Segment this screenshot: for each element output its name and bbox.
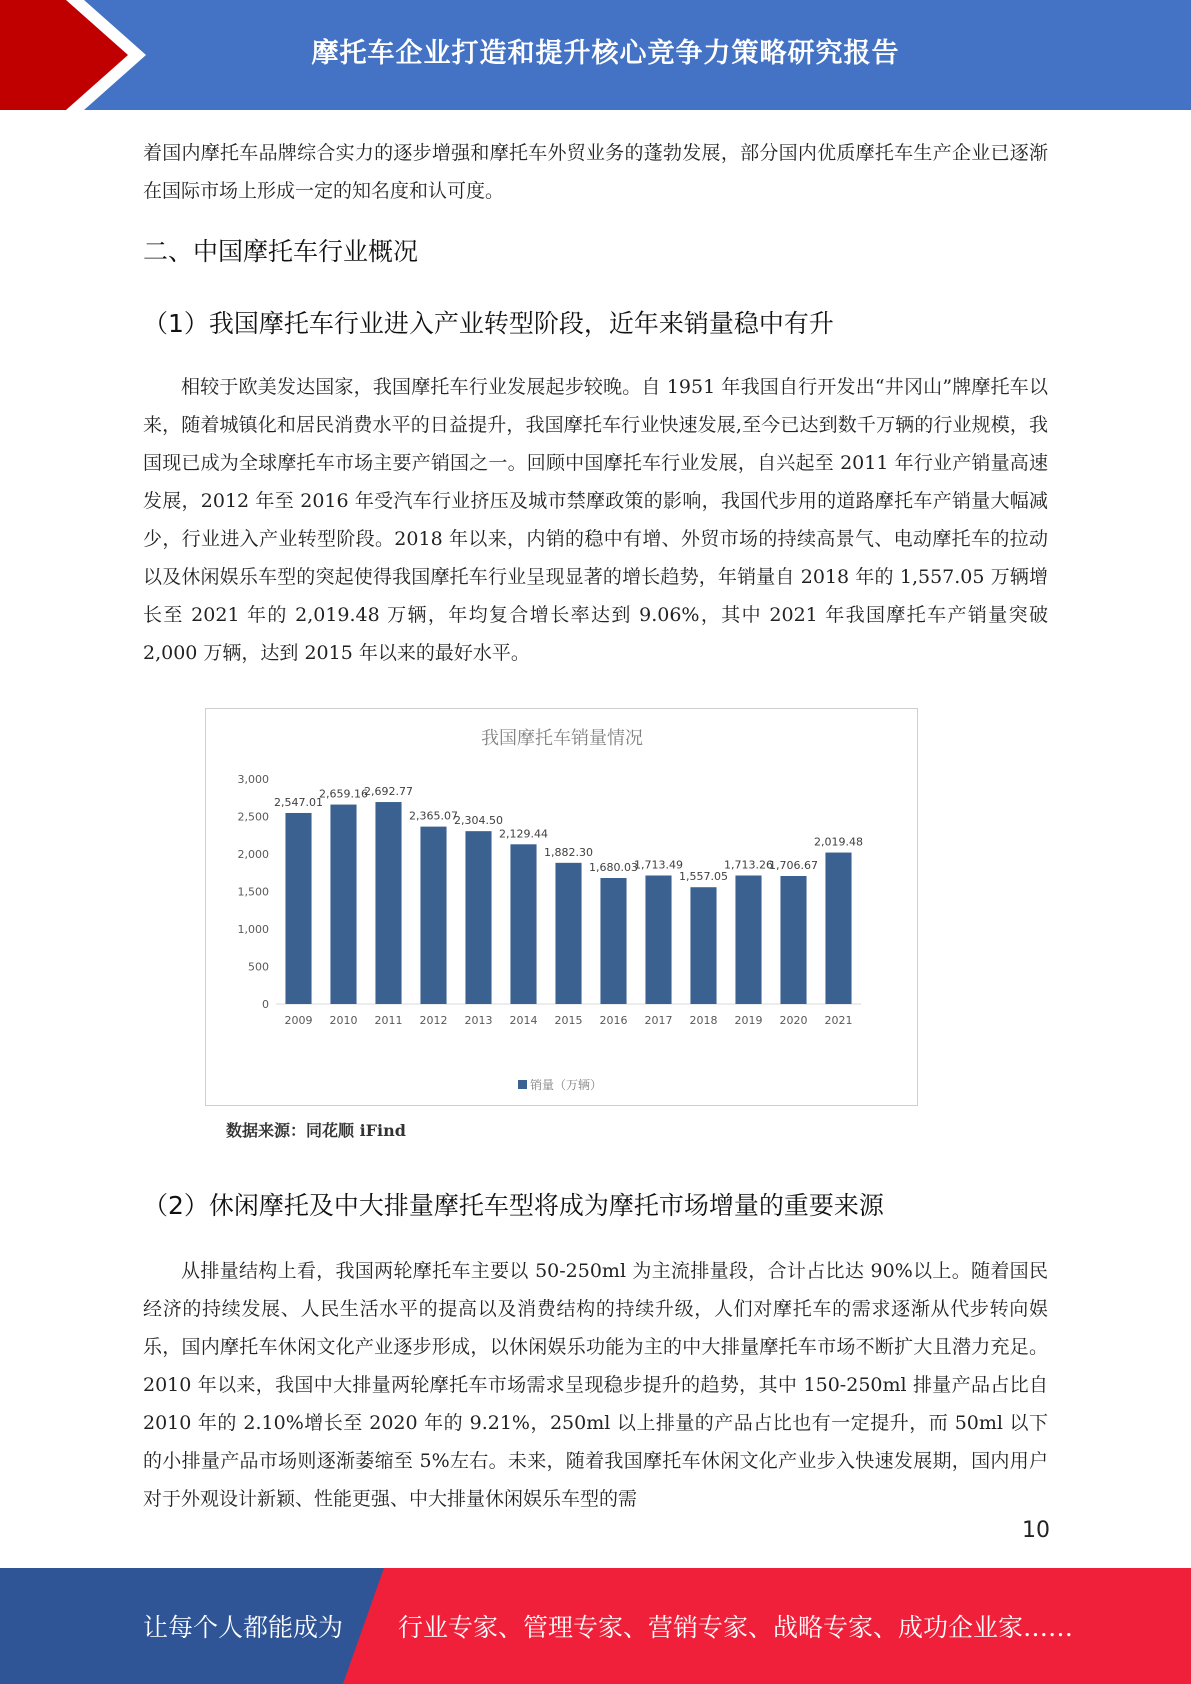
x-tick-label: 2010 xyxy=(329,1014,358,1027)
bar-data-label: 1,882.30 xyxy=(544,845,593,859)
sales-bar-chart-svg xyxy=(206,709,919,1107)
chart-source: 数据来源：同花顺 iFind xyxy=(226,1121,406,1140)
bar-2010 xyxy=(330,805,356,1004)
bar-2016 xyxy=(600,878,626,1004)
y-tick-label: 3,000 xyxy=(237,773,269,786)
page-footer xyxy=(0,1568,1191,1684)
bar-data-label: 1,713.49 xyxy=(634,858,683,872)
bar-2020 xyxy=(780,876,806,1004)
y-tick-label: 0 xyxy=(262,998,269,1011)
y-tick-label: 2,000 xyxy=(237,848,269,861)
y-tick-label: 1,500 xyxy=(237,885,269,899)
bar-2015 xyxy=(555,863,581,1004)
sales-chart xyxy=(205,708,918,1106)
page-header xyxy=(0,0,1191,110)
bar-data-label: 2,129.44 xyxy=(499,827,548,841)
x-tick-label: 2016 xyxy=(599,1014,628,1027)
bar-data-label: 1,706.67 xyxy=(769,858,818,872)
x-tick-label: 2015 xyxy=(554,1014,583,1027)
y-tick-label: 1,000 xyxy=(237,923,269,936)
x-tick-label: 2021 xyxy=(824,1014,853,1027)
bar-data-label: 1,680.03 xyxy=(589,860,638,874)
bar-data-label: 1,713.26 xyxy=(724,858,773,872)
bar-2021 xyxy=(825,853,851,1004)
section-heading: 二、中国摩托车行业概况 xyxy=(143,237,419,266)
legend-swatch xyxy=(518,1080,527,1089)
chart-title: 我国摩托车销量情况 xyxy=(481,728,643,749)
x-tick-label: 2012 xyxy=(419,1014,448,1027)
bar-data-label: 2,659.16 xyxy=(319,787,368,801)
page-number: 10 xyxy=(1022,1518,1050,1543)
x-tick-label: 2009 xyxy=(284,1014,313,1027)
bar-2019 xyxy=(735,876,761,1004)
bar-data-label: 1,557.05 xyxy=(679,870,728,884)
bar-2017 xyxy=(645,875,671,1004)
x-tick-label: 2017 xyxy=(644,1014,673,1027)
subsection-1-heading: （1）我国摩托车行业进入产业转型阶段，近年来销量稳中有升 xyxy=(143,309,834,338)
bar-2009 xyxy=(285,813,311,1004)
subsection-2-paragraph: 从排量结构上看，我国两轮摩托车主要以 50-250ml 为主流排量段，合计占比达 90%以上。随着国民经济的持续发展、人民生活水平的提高以及消费结构的持续升级，人们对摩托车的需求逐渐从代步转向娱乐，国内摩托车休闲文化产业逐步形成，以休闲娱乐功能为主的中大排量摩托车市场不断扩大且潜力充足。2010 年以来，我国中大排量两轮摩托车市场需求呈现稳步提升的趋势，其中 150-250ml 排量产品占比自 2010 年的 2.10%增长至 2020 年的 9.21%，250ml 以上排量的产品占比也有一定提升，而 50ml 以下的小排量产品市场则逐渐萎缩至 5%左右。未来，随着我国摩托车休闲文化产业步入快速发展期，国内用户对于外观设计新颖、性能更强、中大排量休闲娱乐车型的需 xyxy=(143,1260,1048,1510)
footer-slogan-left: 让每个人都能成为 xyxy=(143,1613,344,1642)
subsection-1-paragraph: 相较于欧美发达国家，我国摩托车行业发展起步较晚。自 1951 年我国自行开发出“井冈山”牌摩托车以来，随着城镇化和居民消费水平的日益提升，我国摩托车行业快速发展,至今已达到数千万辆的行业规模，我国现已成为全球摩托车市场主要产销国之一。回顾中国摩托车行业发展，自兴起至 2011 年行业产销量高速发展，2012 年至 2016 年受汽车行业挤压及城市禁摩政策的影响，我国代步用的道路摩托车产销量大幅减少，行业进入产业转型阶段。2018 年以来，内销的稳中有增、外贸市场的持续高景气、电动摩托车的拉动以及休闲娱乐车型的突起使得我国摩托车行业呈现显著的增长趋势，年销量自 2018 年的 1,557.05 万辆增长至 2021 年的 2,019.48 万辆，年均复合增长率达到 9.06%，其中 2021 年我国摩托车产销量突破 2,000 万辆，达到 2015 年以来的最好水平。 xyxy=(143,376,1048,664)
bar-data-label: 2,019.48 xyxy=(814,835,863,849)
x-tick-label: 2014 xyxy=(509,1014,538,1027)
chart-legend xyxy=(518,1077,602,1092)
bar-2011 xyxy=(375,802,401,1004)
y-tick-label: 500 xyxy=(248,960,269,974)
bar-data-label: 2,692.77 xyxy=(364,785,413,799)
bar-2013 xyxy=(465,831,491,1004)
bar-2012 xyxy=(420,827,446,1004)
x-tick-label: 2020 xyxy=(779,1014,808,1027)
intro-block xyxy=(143,134,1048,210)
bar-data-label: 2,547.01 xyxy=(274,795,323,809)
footer-slogan-right: 行业专家、管理专家、营销专家、战略专家、成功企业家…… xyxy=(398,1613,1074,1642)
legend-label: 销量（万辆） xyxy=(530,1078,603,1092)
bar-2014 xyxy=(510,844,536,1004)
x-tick-label: 2019 xyxy=(734,1014,763,1027)
x-tick-label: 2013 xyxy=(464,1014,493,1027)
y-tick-label: 2,500 xyxy=(237,810,269,824)
x-tick-label: 2011 xyxy=(374,1014,403,1027)
bar-data-label: 2,365.07 xyxy=(409,809,458,823)
bar-data-label: 2,304.50 xyxy=(454,814,503,828)
intro-paragraph: 着国内摩托车品牌综合实力的逐步增强和摩托车外贸业务的蓬勃发展，部分国内优质摩托车生产企业已逐渐在国际市场上形成一定的知名度和认可度。 xyxy=(143,142,1048,202)
subsection-2-heading: （2）休闲摩托及中大排量摩托车型将成为摩托市场增量的重要来源 xyxy=(143,1191,884,1220)
header-title: 摩托车企业打造和提升核心竞争力策略研究报告 xyxy=(311,37,900,69)
bar-2018 xyxy=(690,887,716,1004)
x-tick-label: 2018 xyxy=(689,1014,718,1027)
